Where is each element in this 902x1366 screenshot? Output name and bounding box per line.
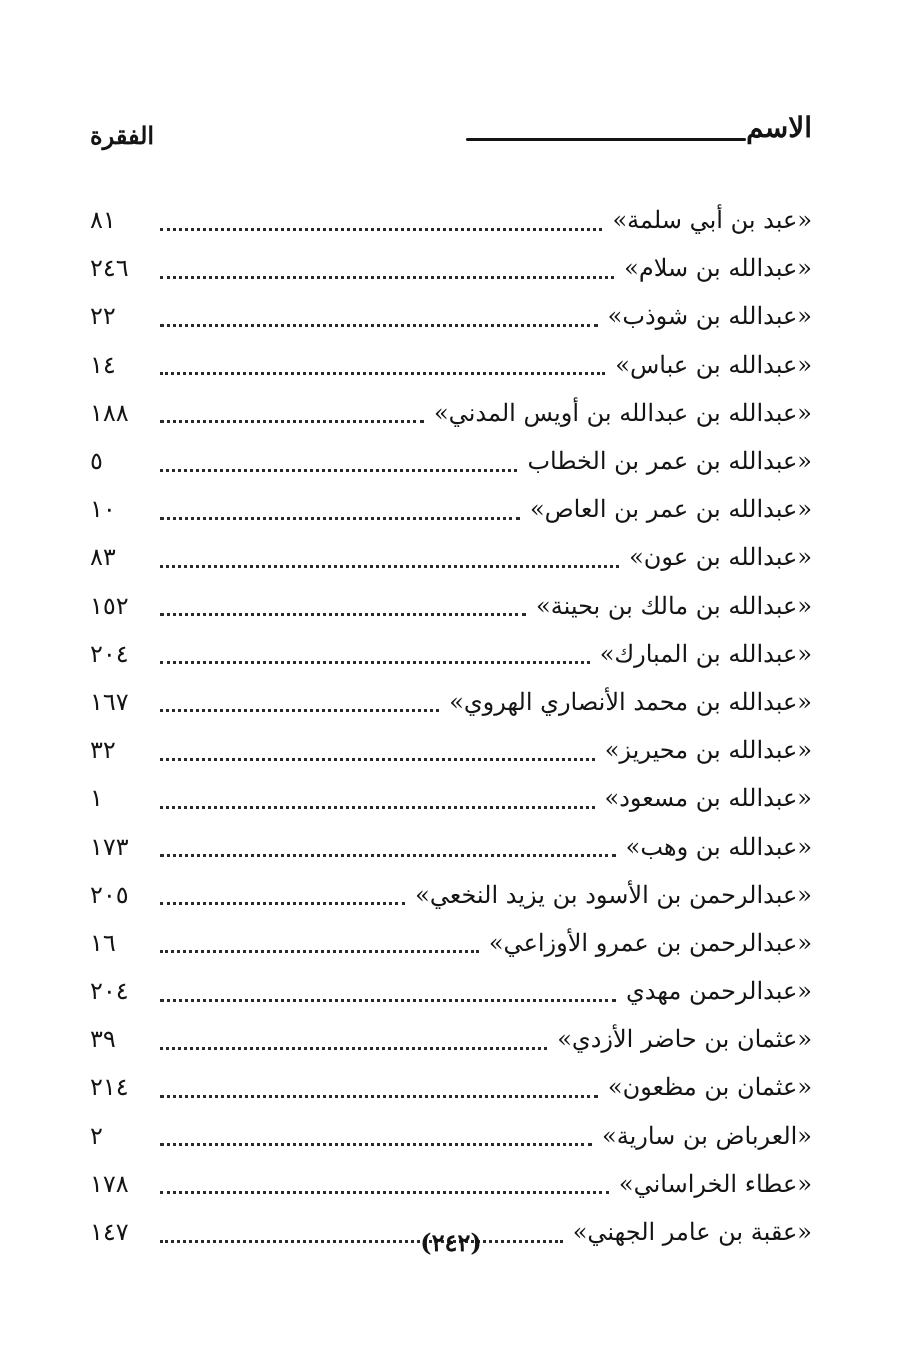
entry-leader-dots	[160, 276, 614, 279]
index-entry	[90, 1112, 812, 1160]
entry-paragraph-number: ٢٢	[90, 302, 116, 331]
entry-name: «عبدالله بن وهب»	[625, 832, 812, 861]
entry-leader-dots	[160, 758, 595, 761]
entry-paragraph-number: ١	[90, 784, 103, 813]
entry-name: «عبدالله بن محمد الأنصاري الهروي»	[449, 687, 812, 716]
entry-paragraph-number: ٢٤٦	[90, 254, 129, 283]
entry-paragraph-number: ٢	[90, 1121, 103, 1150]
name-column-title: الاسم	[746, 111, 812, 144]
entry-leader-dots	[160, 469, 517, 472]
entry-name: «عثمان بن حاضر الأزدي»	[557, 1025, 812, 1054]
entry-leader-dots	[160, 950, 479, 953]
entry-paragraph-number: ١٦٧	[90, 687, 129, 716]
index-entry	[90, 967, 812, 1015]
entry-paragraph-number: ١٤	[90, 350, 116, 379]
entry-name: «عبدالله بن مالك بن بحينة»	[536, 591, 812, 620]
index-entry	[90, 389, 812, 437]
entry-paragraph-number: ١٨٨	[90, 398, 129, 427]
entry-paragraph-number: ٥	[90, 447, 103, 476]
entry-name: «عبدالرحمن مهدي	[626, 977, 812, 1006]
entry-name: «عبدالله بن عون»	[629, 543, 812, 572]
entry-paragraph-number: ٢١٤	[90, 1073, 129, 1102]
entry-leader-dots	[160, 854, 616, 857]
entry-leader-dots	[160, 806, 595, 809]
entry-paragraph-number: ٣٢	[90, 736, 116, 765]
entry-name: «عبدالله بن عبدالله بن أويس المدني»	[434, 398, 812, 427]
index-entry	[90, 822, 812, 870]
entry-name: «عبدالله بن المبارك»	[599, 639, 812, 668]
index-entry	[90, 292, 812, 340]
entry-paragraph-number: ١٧٣	[90, 832, 129, 861]
entry-leader-dots	[160, 565, 619, 568]
entry-name: «عبدالله بن شوذب»	[607, 302, 812, 331]
index-entry	[90, 485, 812, 533]
entry-leader-dots	[160, 1095, 598, 1098]
entry-paragraph-number: ٢٠٤	[90, 639, 129, 668]
entry-leader-dots	[160, 228, 602, 231]
entry-leader-dots	[160, 999, 616, 1002]
index-entry	[90, 196, 812, 244]
entry-paragraph-number: ١٥٢	[90, 591, 129, 620]
index-entry	[90, 582, 812, 630]
entry-paragraph-number: ١٧٨	[90, 1169, 129, 1198]
entry-leader-dots	[160, 709, 439, 712]
index-entry	[90, 1015, 812, 1063]
index-entry	[90, 1160, 812, 1208]
entry-name: «عقبة بن عامر الجهني»	[572, 1218, 812, 1247]
entry-name: «العرباض بن سارية»	[602, 1121, 812, 1150]
entry-leader-dots	[160, 613, 526, 616]
entry-paragraph-number: ١٠	[90, 495, 116, 524]
index-entry	[90, 919, 812, 967]
index-entry	[90, 533, 812, 581]
entry-leader-dots	[160, 517, 520, 520]
entry-paragraph-number: ٢٠٤	[90, 977, 129, 1006]
entry-leader-dots	[160, 372, 605, 375]
entry-name: «عثمان بن مظعون»	[607, 1073, 812, 1102]
entry-leader-dots	[160, 661, 590, 664]
entry-name: «عبد بن أبي سلمة»	[612, 206, 812, 235]
entry-leader-dots	[160, 324, 598, 327]
entry-paragraph-number: ٣٩	[90, 1025, 116, 1054]
entry-leader-dots	[160, 902, 405, 905]
page-number: (٢٤٢)	[420, 1228, 482, 1257]
index-entries	[90, 196, 812, 1256]
entry-paragraph-number: ٨٣	[90, 543, 116, 572]
entry-name: «عبدالله بن عمر بن الخطاب	[527, 447, 812, 476]
entry-name: «عبدالله بن مسعود»	[604, 784, 812, 813]
index-entry	[90, 774, 812, 822]
entry-leader-dots	[160, 1143, 592, 1146]
index-entry	[90, 1063, 812, 1111]
entry-name: «عطاء الخراساني»	[618, 1169, 812, 1198]
name-column-header	[466, 110, 812, 146]
entry-paragraph-number: ١٤٧	[90, 1218, 129, 1247]
index-entry	[90, 437, 812, 485]
index-entry	[90, 726, 812, 774]
entry-name: «عبدالرحمن بن الأسود بن يزيد النخعي»	[415, 880, 812, 909]
paragraph-column-title: الفقرة	[90, 121, 155, 150]
entry-leader-dots	[160, 1047, 547, 1050]
entry-paragraph-number: ١٦	[90, 928, 116, 957]
entry-name: «عبدالله بن سلام»	[624, 254, 812, 283]
index-entry	[90, 244, 812, 292]
entry-paragraph-number: ٨١	[90, 206, 116, 235]
index-entry	[90, 630, 812, 678]
index-entry	[90, 341, 812, 389]
entry-name: «عبدالله بن عباس»	[615, 350, 812, 379]
entry-paragraph-number: ٢٠٥	[90, 880, 129, 909]
entry-leader-dots	[160, 1191, 609, 1194]
header-rule	[466, 138, 746, 141]
index-header	[90, 110, 812, 160]
entry-leader-dots	[160, 420, 424, 423]
entry-name: «عبدالرحمن بن عمرو الأوزاعي»	[488, 928, 812, 957]
index-entry	[90, 871, 812, 919]
entry-name: «عبدالله بن محيريز»	[604, 736, 812, 765]
index-entry	[90, 678, 812, 726]
entry-name: «عبدالله بن عمر بن العاص»	[529, 495, 812, 524]
